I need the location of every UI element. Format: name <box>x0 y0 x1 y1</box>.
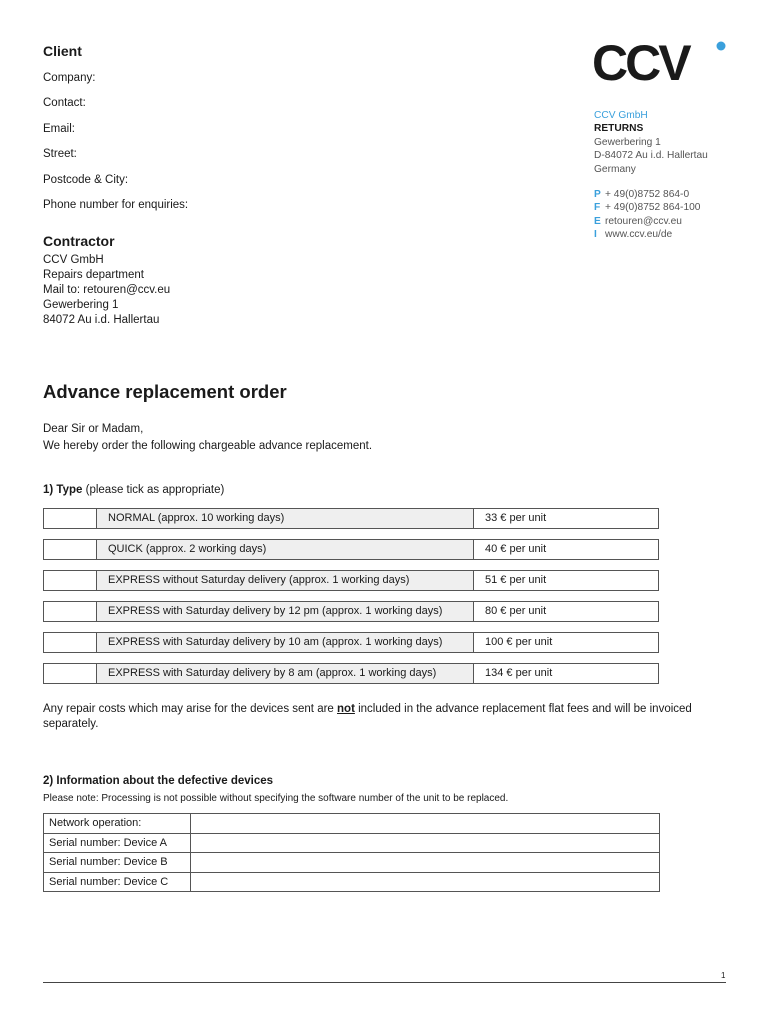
client-heading: Client <box>43 43 82 59</box>
type-option-row <box>43 632 659 653</box>
device-input[interactable] <box>191 872 660 892</box>
intro-body: We hereby order the following chargeable advance replacement. <box>43 440 373 452</box>
type-price: 100 € per unit <box>474 632 659 653</box>
sender-address <box>594 109 708 242</box>
contact-web: I www.ccv.eu/de <box>594 229 673 241</box>
type-price: 51 € per unit <box>474 570 659 591</box>
footer-divider <box>43 982 726 983</box>
type-option-row <box>43 601 659 622</box>
type-description: EXPRESS with Saturday delivery by 12 pm (approx. 1 working days) <box>97 601 474 622</box>
street-field-label: Street: <box>43 148 77 160</box>
contact-phone: P + 49(0)8752 864-0 <box>594 189 690 201</box>
device-input[interactable] <box>191 833 660 853</box>
type-checkbox[interactable] <box>43 632 97 653</box>
contractor-line: Mail to: retouren@ccv.eu <box>43 284 171 296</box>
type-description: EXPRESS with Saturday delivery by 8 am (approx. 1 working days) <box>97 663 474 684</box>
table-row <box>44 853 660 873</box>
contact-field-label: Contact: <box>43 97 86 109</box>
device-label: Serial number: Device B <box>44 853 191 873</box>
type-option-row <box>43 508 659 529</box>
sender-city: D-84072 Au i.d. Hallertau <box>594 150 708 162</box>
phone-field-label: Phone number for enquiries: <box>43 199 189 211</box>
type-option-row <box>43 570 659 591</box>
type-checkbox[interactable] <box>43 570 97 591</box>
contractor-address <box>43 253 170 328</box>
type-checkbox[interactable] <box>43 539 97 560</box>
contractor-line: Gewerbering 1 <box>43 299 119 311</box>
device-label: Serial number: Device C <box>44 872 191 892</box>
section2-heading: 2) Information about the defective devices <box>43 775 274 787</box>
page-title: Advance replacement order <box>43 381 287 402</box>
contact-fax: F + 49(0)8752 864-100 <box>594 202 701 214</box>
device-label: Serial number: Device A <box>44 833 191 853</box>
table-row <box>44 833 660 853</box>
greeting: Dear Sir or Madam, <box>43 423 144 435</box>
type-checkbox[interactable] <box>43 601 97 622</box>
table-row <box>44 872 660 892</box>
sender-dept: RETURNS <box>594 123 644 135</box>
device-table <box>43 813 660 892</box>
sender-country: Germany <box>594 163 636 175</box>
table-row <box>44 814 660 834</box>
email-field-label: Email: <box>43 123 75 135</box>
contractor-line: 84072 Au i.d. Hallertau <box>43 314 160 326</box>
type-price: 134 € per unit <box>474 663 659 684</box>
type-description: NORMAL (approx. 10 working days) <box>97 508 474 529</box>
svg-text:CCV: CCV <box>592 40 689 86</box>
postcode-city-field-label: Postcode & City: <box>43 174 129 186</box>
type-description: EXPRESS with Saturday delivery by 10 am (approx. 1 working days) <box>97 632 474 653</box>
type-option-row <box>43 663 659 684</box>
type-price: 80 € per unit <box>474 601 659 622</box>
ccv-logo <box>592 40 732 86</box>
repair-cost-note: Any repair costs which may arise for the devices sent are not included in the advance replacement flat fees and will be invoiced separately. <box>43 703 692 730</box>
intro-text <box>43 421 372 455</box>
type-description: EXPRESS without Saturday delivery (approx. 1 working days) <box>97 570 474 591</box>
section1-heading: 1) Type (please tick as appropriate) <box>43 484 225 496</box>
contractor-line: CCV GmbH <box>43 254 104 266</box>
contact-email: E retouren@ccv.eu <box>594 215 682 227</box>
contractor-line: Repairs department <box>43 269 144 281</box>
type-checkbox[interactable] <box>43 663 97 684</box>
sender-company: CCV GmbH <box>594 110 648 121</box>
sender-street: Gewerbering 1 <box>594 136 661 148</box>
device-input[interactable] <box>191 814 660 834</box>
type-price: 40 € per unit <box>474 539 659 560</box>
device-label: Network operation: <box>44 814 191 834</box>
contractor-heading: Contractor <box>43 233 115 249</box>
page-number: 1 <box>721 971 726 980</box>
company-field-label: Company: <box>43 72 96 84</box>
type-description: QUICK (approx. 2 working days) <box>97 539 474 560</box>
type-checkbox[interactable] <box>43 508 97 529</box>
type-option-row <box>43 539 659 560</box>
section2-note: Please note: Processing is not possible without specifying the software number of the unit to be replaced. <box>43 793 509 804</box>
device-input[interactable] <box>191 853 660 873</box>
type-price: 33 € per unit <box>474 508 659 529</box>
